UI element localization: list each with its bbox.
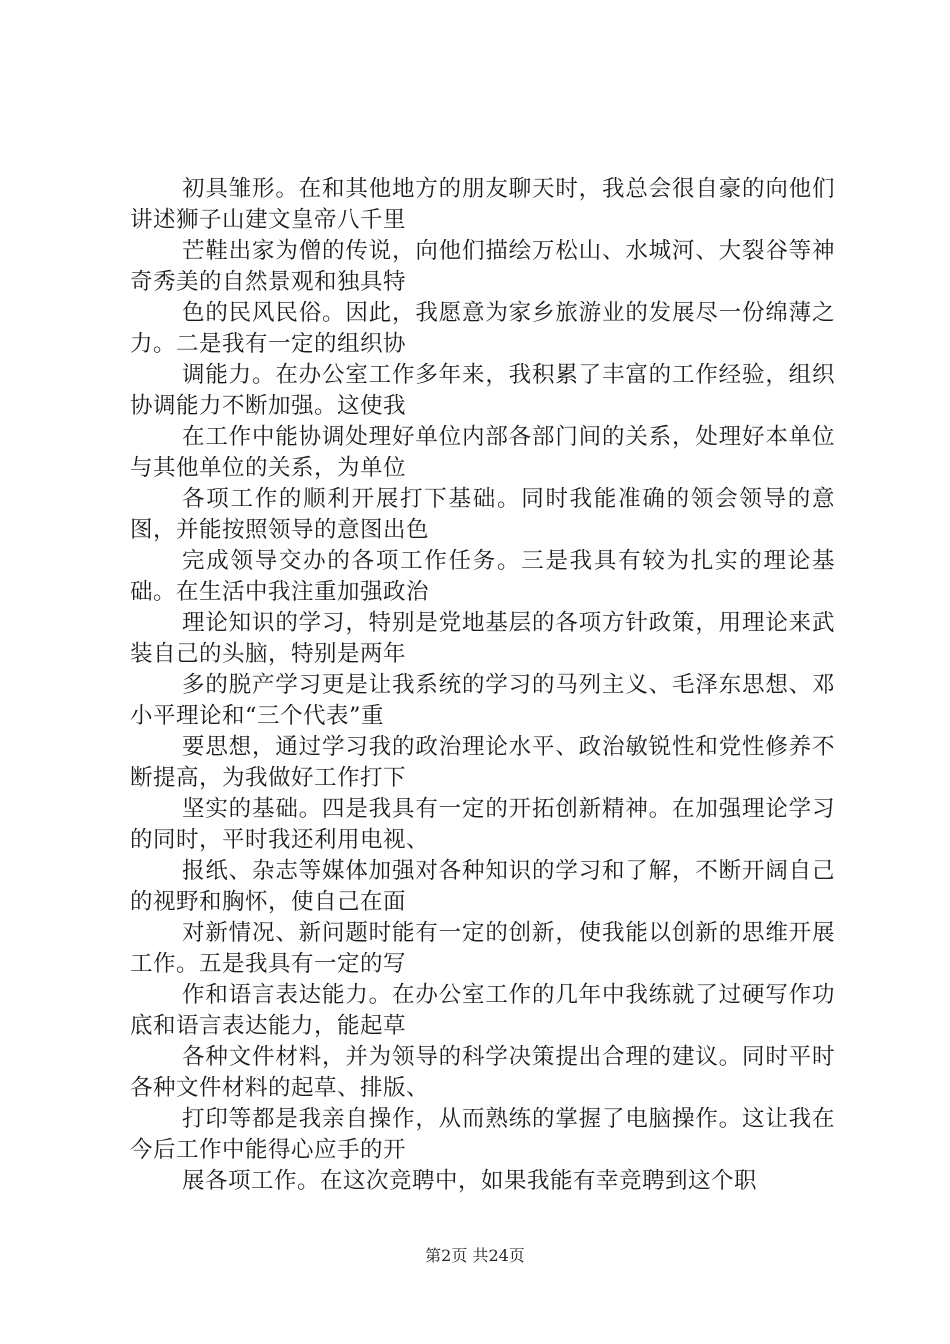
paragraph-15: 各种文件材料，并为领导的科学决策提出合理的建议。同时平时各种文件材料的起草、排版、 <box>130 1044 835 1101</box>
paragraph-2: 芒鞋出家为僧的传说，向他们描绘万松山、水城河、大裂谷等神奇秀美的自然景观和独具特 <box>130 238 835 295</box>
paragraph-12: 报纸、杂志等媒体加强对各种知识的学习和了解，不断开阔自己的视野和胸怀，使自己在面 <box>130 858 835 915</box>
page-footer <box>0 1243 950 1266</box>
paragraph-7: 完成领导交办的各项工作任务。三是我具有较为扎实的理论基础。在生活中我注重加强政治 <box>130 548 835 605</box>
page-number-label: 第2页 共24页 <box>425 1246 525 1265</box>
paragraph-3: 色的民风民俗。因此，我愿意为家乡旅游业的发展尽一份绵薄之力。二是我有一定的组织协 <box>130 300 835 357</box>
paragraph-8: 理论知识的学习，特别是党地基层的各项方针政策，用理论来武装自己的头脑，特别是两年 <box>130 610 835 667</box>
paragraph-17: 展各项工作。在这次竞聘中，如果我能有幸竞聘到这个职 <box>182 1168 758 1194</box>
paragraph-14: 作和语言表达能力。在办公室工作的几年中我练就了过硬写作功底和语言表达能力，能起草 <box>130 982 835 1039</box>
paragraph-10: 要思想，通过学习我的政治理论水平、政治敏锐性和党性修养不断提高，为我做好工作打下 <box>130 734 835 791</box>
paragraph-1: 初具雏形。在和其他地方的朋友聊天时，我总会很自豪的向他们讲述狮子山建文皇帝八千里 <box>130 176 835 233</box>
paragraph-11: 坚实的基础。四是我具有一定的开拓创新精神。在加强理论学习的同时，平时我还利用电视、 <box>130 796 835 853</box>
paragraph-13: 对新情况、新问题时能有一定的创新，使我能以创新的思维开展工作。五是我具有一定的写 <box>130 920 835 977</box>
paragraph-4: 调能力。在办公室工作多年来，我积累了丰富的工作经验，组织协调能力不断加强。这使我 <box>130 362 835 419</box>
paragraph-6: 各项工作的顺利开展打下基础。同时我能准确的领会领导的意图，并能按照领导的意图出色 <box>130 486 835 543</box>
paragraph-9: 多的脱产学习更是让我系统的学习的马列主义、毛泽东思想、邓小平理论和“三个代表”重 <box>130 672 835 729</box>
paragraph-5: 在工作中能协调处理好单位内部各部门间的关系，处理好本单位与其他单位的关系，为单位 <box>130 424 835 481</box>
paragraph-16: 打印等都是我亲自操作，从而熟练的掌握了电脑操作。这让我在今后工作中能得心应手的开 <box>130 1106 835 1163</box>
body-text <box>130 174 835 1197</box>
